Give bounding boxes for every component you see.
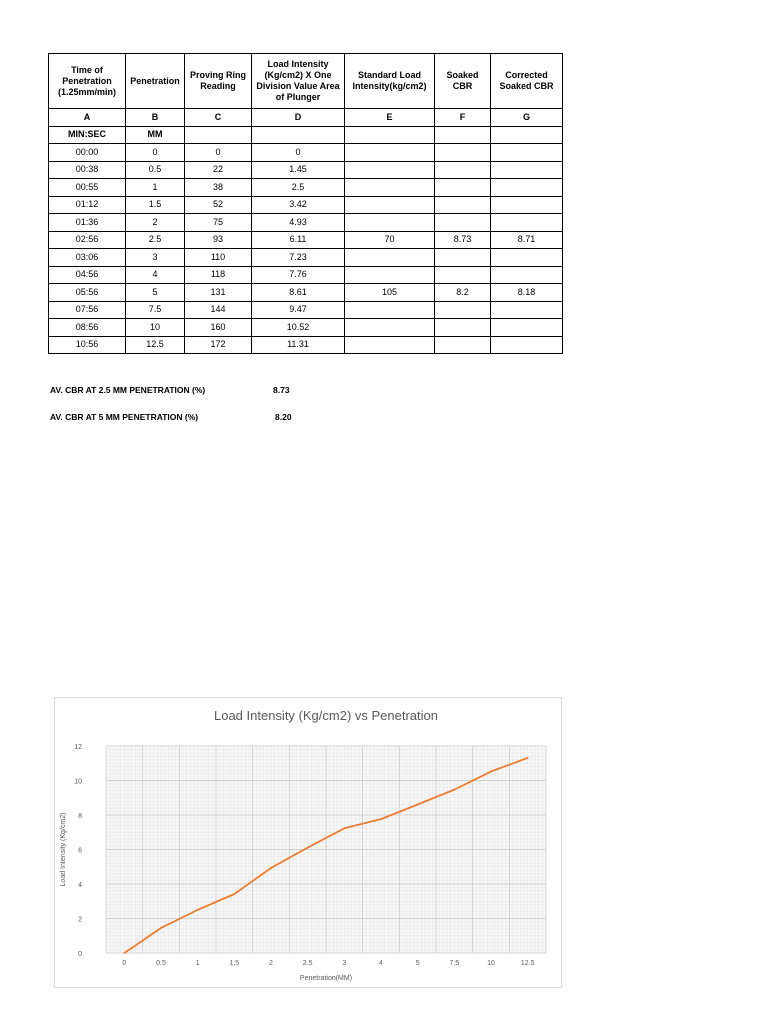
table-cell bbox=[491, 144, 563, 162]
table-cell: 01:36 bbox=[49, 214, 126, 232]
table-cell bbox=[435, 196, 491, 214]
data-point bbox=[453, 789, 455, 791]
table-cell: 7.76 bbox=[252, 266, 345, 284]
table-row bbox=[49, 266, 563, 284]
table-cell: 0 bbox=[185, 144, 252, 162]
table-cell: 9.47 bbox=[252, 301, 345, 319]
table-cell: 04:56 bbox=[49, 266, 126, 284]
table-cell: A bbox=[49, 109, 126, 127]
table-cell: 52 bbox=[185, 196, 252, 214]
y-tick-label: 4 bbox=[78, 882, 82, 889]
table-cell bbox=[491, 196, 563, 214]
table-cell bbox=[435, 319, 491, 337]
table-cell bbox=[252, 126, 345, 144]
table-row bbox=[49, 231, 563, 249]
table-cell: 4.93 bbox=[252, 214, 345, 232]
table-cell: 3.42 bbox=[252, 196, 345, 214]
table-cell: C bbox=[185, 109, 252, 127]
table-cell bbox=[491, 249, 563, 267]
table-cell: 8.73 bbox=[435, 231, 491, 249]
table-cell: 11.31 bbox=[252, 336, 345, 354]
table-cell bbox=[345, 196, 435, 214]
table-cell bbox=[345, 319, 435, 337]
table-cell: 7.23 bbox=[252, 249, 345, 267]
table-cell: 10:56 bbox=[49, 336, 126, 354]
table-cell: 8.71 bbox=[491, 231, 563, 249]
table-cell: 00:38 bbox=[49, 161, 126, 179]
table-cell: D bbox=[252, 109, 345, 127]
data-point bbox=[307, 847, 309, 849]
table-cell bbox=[345, 301, 435, 319]
table-cell: E bbox=[345, 109, 435, 127]
y-tick-label: 0 bbox=[78, 951, 82, 958]
x-tick-label: 12.5 bbox=[520, 960, 535, 967]
table-cell bbox=[435, 126, 491, 144]
chart-canvas bbox=[55, 698, 561, 987]
data-point bbox=[417, 804, 419, 806]
table-cell: 01:12 bbox=[49, 196, 126, 214]
x-axis-label: Penetration(MM) bbox=[299, 975, 353, 982]
table-cell: 03:06 bbox=[49, 249, 126, 267]
cbr-test-table bbox=[48, 53, 563, 354]
table-cell: 0 bbox=[252, 144, 345, 162]
header-proving-ring: Proving Ring Reading bbox=[185, 54, 252, 109]
table-cell bbox=[345, 249, 435, 267]
data-point bbox=[270, 867, 272, 869]
table-cell: 10.52 bbox=[252, 319, 345, 337]
table-cell: 75 bbox=[185, 214, 252, 232]
table-cell: B bbox=[126, 109, 185, 127]
table-cell: 10 bbox=[126, 319, 185, 337]
table-cell: 4 bbox=[126, 266, 185, 284]
summary-label: AV. CBR AT 5 MM PENETRATION (%) bbox=[50, 412, 199, 422]
table-cell bbox=[345, 126, 435, 144]
data-point bbox=[527, 757, 529, 759]
header-soaked-cbr: Soaked CBR bbox=[435, 54, 491, 109]
table-cell: 07:56 bbox=[49, 301, 126, 319]
table-cell bbox=[491, 179, 563, 197]
header-load-intensity: Load Intensity (Kg/cm2) X One Division Value Area of Plunger bbox=[252, 54, 345, 109]
table-cell bbox=[345, 214, 435, 232]
table-cell: 2.5 bbox=[252, 179, 345, 197]
header-time: Time of Penetration (1.25mm/min) bbox=[49, 54, 126, 109]
line-chart bbox=[54, 697, 562, 988]
table-row bbox=[49, 301, 563, 319]
summary-value: 8.73 bbox=[273, 385, 290, 395]
table-cell: 1.5 bbox=[126, 196, 185, 214]
column-letter-row bbox=[49, 109, 563, 127]
table-cell: 00:55 bbox=[49, 179, 126, 197]
table-cell bbox=[185, 126, 252, 144]
table-cell: 7.5 bbox=[126, 301, 185, 319]
table-cell: 0 bbox=[126, 144, 185, 162]
table-cell: 144 bbox=[185, 301, 252, 319]
data-point bbox=[160, 927, 162, 929]
table-cell: 22 bbox=[185, 161, 252, 179]
summary-value: 8.20 bbox=[275, 412, 292, 422]
table-cell bbox=[435, 179, 491, 197]
table-row bbox=[49, 284, 563, 302]
table-row bbox=[49, 336, 563, 354]
table-cell: 3 bbox=[126, 249, 185, 267]
table-row bbox=[49, 161, 563, 179]
data-point bbox=[197, 909, 199, 911]
table-cell: 105 bbox=[345, 284, 435, 302]
table-cell: 38 bbox=[185, 179, 252, 197]
table-cell: 131 bbox=[185, 284, 252, 302]
table-cell: 00:00 bbox=[49, 144, 126, 162]
table-cell bbox=[435, 161, 491, 179]
table-cell bbox=[491, 336, 563, 354]
table-cell: 1 bbox=[126, 179, 185, 197]
table-cell: 110 bbox=[185, 249, 252, 267]
table-cell: 70 bbox=[345, 231, 435, 249]
table-cell: 5 bbox=[126, 284, 185, 302]
table-cell bbox=[435, 249, 491, 267]
table-cell: 118 bbox=[185, 266, 252, 284]
table-cell: MIN:SEC bbox=[49, 126, 126, 144]
table-cell: 6.11 bbox=[252, 231, 345, 249]
table-cell bbox=[491, 319, 563, 337]
y-tick-label: 12 bbox=[74, 744, 82, 751]
table-cell: 2.5 bbox=[126, 231, 185, 249]
table-cell bbox=[345, 179, 435, 197]
x-tick-label: 0 bbox=[122, 960, 127, 967]
x-tick-label: 1 bbox=[195, 960, 200, 967]
table-row bbox=[49, 196, 563, 214]
x-tick-label: 7.5 bbox=[449, 960, 460, 967]
summary-label: AV. CBR AT 2.5 MM PENETRATION (%) bbox=[50, 385, 206, 395]
table-cell bbox=[491, 266, 563, 284]
table-cell bbox=[435, 266, 491, 284]
x-tick-label: 0.5 bbox=[156, 960, 166, 967]
table-cell: G bbox=[491, 109, 563, 127]
table-cell bbox=[491, 214, 563, 232]
table-cell bbox=[435, 144, 491, 162]
table-cell: 8.61 bbox=[252, 284, 345, 302]
table-cell bbox=[345, 266, 435, 284]
table-cell bbox=[345, 144, 435, 162]
chart-title: Load Intensity (Kg/cm2) vs Penetration bbox=[213, 708, 439, 723]
x-tick-label: 5 bbox=[415, 960, 420, 967]
table-row bbox=[49, 319, 563, 337]
table-cell: F bbox=[435, 109, 491, 127]
x-tick-label: 10 bbox=[487, 960, 495, 967]
x-tick-label: 1.5 bbox=[229, 960, 240, 967]
table-cell: 02:56 bbox=[49, 231, 126, 249]
x-tick-label: 4 bbox=[379, 960, 383, 967]
table-cell: 08:56 bbox=[49, 319, 126, 337]
table-row bbox=[49, 249, 563, 267]
table-header-row bbox=[49, 54, 563, 109]
header-corrected-cbr: Corrected Soaked CBR bbox=[491, 54, 563, 109]
data-point bbox=[380, 818, 382, 820]
table-cell: 160 bbox=[185, 319, 252, 337]
header-standard-load: Standard Load Intensity(kg/cm2) bbox=[345, 54, 435, 109]
table-row bbox=[49, 214, 563, 232]
table-cell bbox=[491, 301, 563, 319]
y-tick-label: 8 bbox=[78, 813, 82, 820]
x-tick-label: 2 bbox=[269, 960, 273, 967]
data-point bbox=[343, 827, 345, 829]
y-axis-label: Load Intensity (Kg/cm2) bbox=[60, 812, 67, 887]
table-cell: 8.2 bbox=[435, 284, 491, 302]
table-cell: 12.5 bbox=[126, 336, 185, 354]
table-row bbox=[49, 179, 563, 197]
table-cell bbox=[345, 336, 435, 354]
table-cell: 1.45 bbox=[252, 161, 345, 179]
header-penetration: Penetration bbox=[126, 54, 185, 109]
table-cell bbox=[491, 161, 563, 179]
table-cell: 172 bbox=[185, 336, 252, 354]
x-tick-label: 3 bbox=[342, 960, 347, 967]
y-tick-label: 10 bbox=[74, 778, 82, 786]
table-row bbox=[49, 144, 563, 162]
data-point bbox=[123, 952, 125, 954]
table-cell: 93 bbox=[185, 231, 252, 249]
table-cell bbox=[435, 301, 491, 319]
data-point bbox=[233, 893, 235, 895]
y-tick-label: 6 bbox=[78, 847, 82, 855]
unit-row bbox=[49, 126, 563, 144]
y-tick-label: 2 bbox=[78, 916, 82, 924]
x-tick-label: 2.5 bbox=[302, 960, 313, 967]
table-cell: 8.18 bbox=[491, 284, 563, 302]
table-cell bbox=[491, 126, 563, 144]
table-cell bbox=[435, 336, 491, 354]
table-cell: 0.5 bbox=[126, 161, 185, 179]
table-cell: 2 bbox=[126, 214, 185, 232]
table-cell bbox=[435, 214, 491, 232]
table-cell: 05:56 bbox=[49, 284, 126, 302]
data-point bbox=[490, 771, 492, 773]
table-cell bbox=[345, 161, 435, 179]
table-cell: MM bbox=[126, 126, 185, 144]
